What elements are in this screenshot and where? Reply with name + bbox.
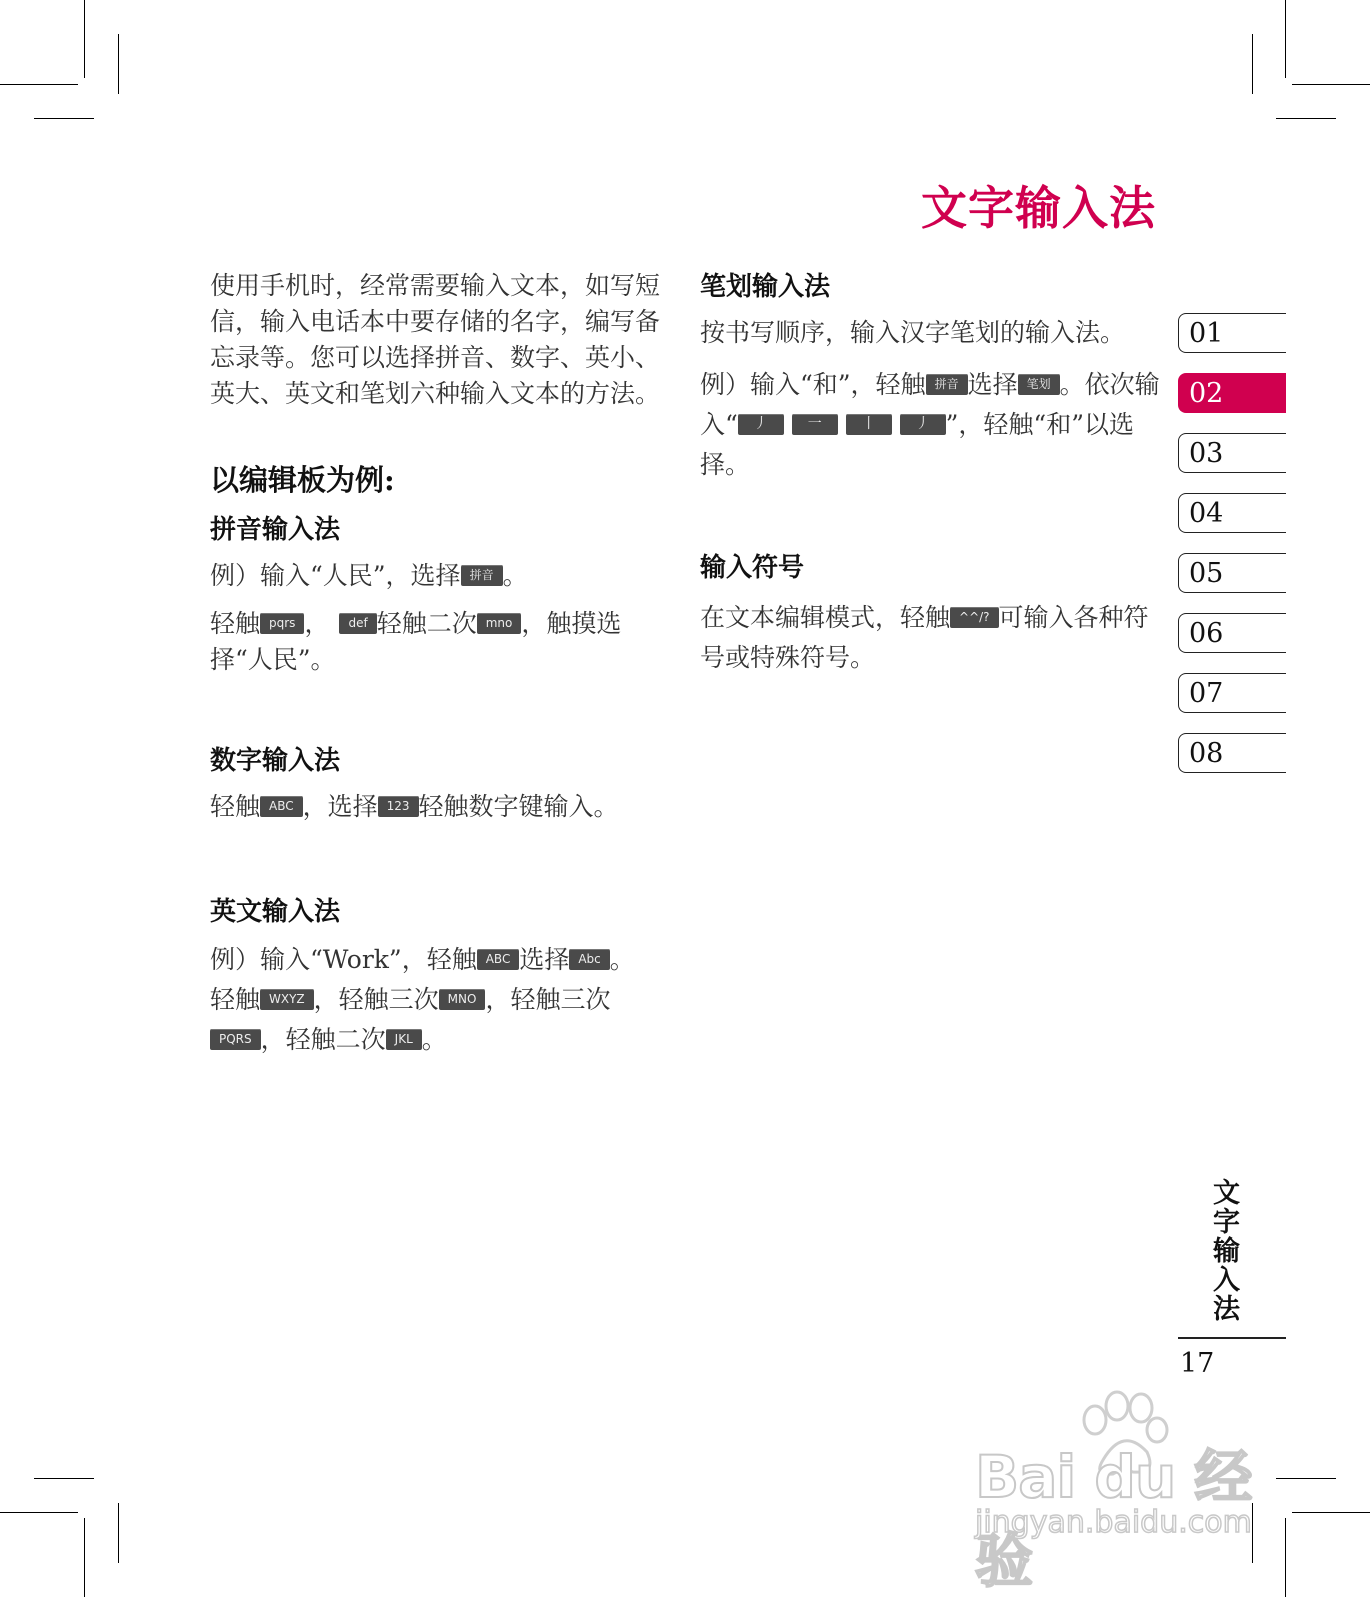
text: 。	[502, 561, 528, 590]
left-column	[210, 268, 660, 1060]
key-def-icon: def	[339, 613, 376, 634]
chapter-tab-01[interactable]: 01	[1178, 313, 1286, 353]
text: ，选择	[302, 792, 378, 821]
chapter-tab-04[interactable]: 04	[1178, 493, 1286, 533]
text: ”，轻触“和”以选择。	[700, 410, 1134, 479]
stroke-key-1-icon: 丿	[738, 414, 784, 435]
stroke-heading: 笔划输入法	[700, 272, 831, 302]
text: 例）输入“和”，轻触	[700, 370, 926, 399]
stroke-key-3-icon: 丨	[846, 414, 892, 435]
crop-mark	[1292, 1512, 1370, 1513]
baidu-watermark	[975, 1390, 1285, 1595]
key-abc-icon: ABC	[477, 949, 520, 970]
crop-mark	[118, 34, 119, 94]
text: 选择	[519, 945, 570, 974]
text: 可输入各种符号或特殊符号。	[700, 603, 1149, 672]
key-wxyz-icon: WXYZ	[260, 989, 314, 1010]
crop-mark	[0, 84, 78, 85]
key-pqrs-icon: PQRS	[210, 1029, 261, 1050]
crop-mark	[1276, 118, 1336, 119]
page-number: 17	[1180, 1348, 1215, 1379]
key-abc-icon: ABC	[260, 796, 303, 817]
text: 选择	[967, 370, 1018, 399]
pinyin-heading: 拼音输入法	[210, 515, 341, 545]
text: ，触摸选择“人民”。	[210, 609, 622, 674]
key-stroke-icon: 笔划	[1018, 374, 1060, 395]
key-mno-icon: MNO	[439, 989, 486, 1010]
chapter-tab-05[interactable]: 05	[1178, 553, 1286, 593]
stroke-desc: 按书写顺序，输入汉字笔划的输入法。	[700, 318, 1126, 347]
intro-paragraph: 使用手机时，经常需要输入文本，如写短信，输入电话本中要存储的名字，编写备忘录等。您可以选择拼音、数字、英小、英大、英文和笔划六种输入文本的方法。	[210, 271, 661, 408]
symbol-text	[700, 598, 1160, 678]
key-123-icon: 123	[378, 796, 419, 817]
key-jkl-icon: JKL	[386, 1029, 422, 1050]
key-mno-icon: mno	[477, 613, 522, 634]
chapter-tab-02[interactable]: 02	[1178, 373, 1286, 413]
right-column	[700, 266, 1160, 678]
crop-mark	[0, 1512, 78, 1513]
text: ，轻触三次	[485, 985, 611, 1014]
pinyin-steps	[210, 606, 660, 678]
crop-mark	[1285, 1518, 1286, 1597]
key-symbol-icon: ^^/?	[950, 607, 999, 628]
text: 。	[421, 1025, 447, 1054]
crop-mark	[34, 1478, 94, 1479]
watermark-url: jingyan.baidu.com	[975, 1505, 1252, 1540]
chapter-tab-06[interactable]: 06	[1178, 613, 1286, 653]
text: 轻触数字键输入。	[418, 792, 619, 821]
text: 例）输入“Work”，轻触	[210, 945, 477, 974]
text: 轻触	[210, 792, 261, 821]
digits-heading: 数字输入法	[210, 746, 341, 776]
text: ，轻触三次	[313, 985, 439, 1014]
example-heading: 以编辑板为例:	[210, 463, 395, 497]
text: 。	[609, 945, 635, 974]
stroke-key-2-icon: 一	[792, 414, 838, 435]
stroke-example	[700, 365, 1160, 485]
chapter-tabs	[1178, 313, 1286, 793]
crop-mark	[1252, 34, 1253, 94]
pinyin-example	[210, 558, 660, 594]
watermark-brand: Bai du 经验	[975, 1443, 1252, 1595]
text: ，轻触二次	[260, 1025, 386, 1054]
key-pinyin-icon: 拼音	[926, 374, 968, 395]
english-heading: 英文输入法	[210, 897, 341, 927]
page-number-rule	[1178, 1337, 1286, 1339]
chapter-tab-03[interactable]: 03	[1178, 433, 1286, 473]
crop-mark	[84, 1518, 85, 1597]
chapter-tab-07[interactable]: 07	[1178, 673, 1286, 713]
text: 轻触	[210, 985, 261, 1014]
crop-mark	[118, 1503, 119, 1563]
text: ，	[304, 609, 330, 638]
side-title: 文字输入法	[1208, 1178, 1239, 1323]
text: 。依次输入“	[700, 370, 1160, 439]
crop-mark	[84, 0, 85, 78]
text: 在文本编辑模式，轻触	[700, 603, 951, 632]
english-example	[210, 940, 660, 1060]
text: 例）输入“人民”，选择	[210, 561, 461, 590]
page-title: 文字输入法	[921, 181, 1156, 235]
crop-mark	[1292, 84, 1370, 85]
crop-mark	[34, 118, 94, 119]
key-abc-case-icon: Abc	[569, 949, 609, 970]
crop-mark	[1276, 1478, 1336, 1479]
stroke-key-4-icon: 丿	[900, 414, 946, 435]
key-pqrs-icon: pqrs	[260, 613, 304, 634]
text: 轻触二次	[376, 609, 477, 638]
digits-text	[210, 789, 660, 825]
symbol-heading: 输入符号	[700, 553, 805, 583]
text: 轻触	[210, 609, 261, 638]
key-pinyin-icon: 拼音	[461, 565, 503, 586]
crop-mark	[1285, 0, 1286, 78]
chapter-tab-08[interactable]: 08	[1178, 733, 1286, 773]
